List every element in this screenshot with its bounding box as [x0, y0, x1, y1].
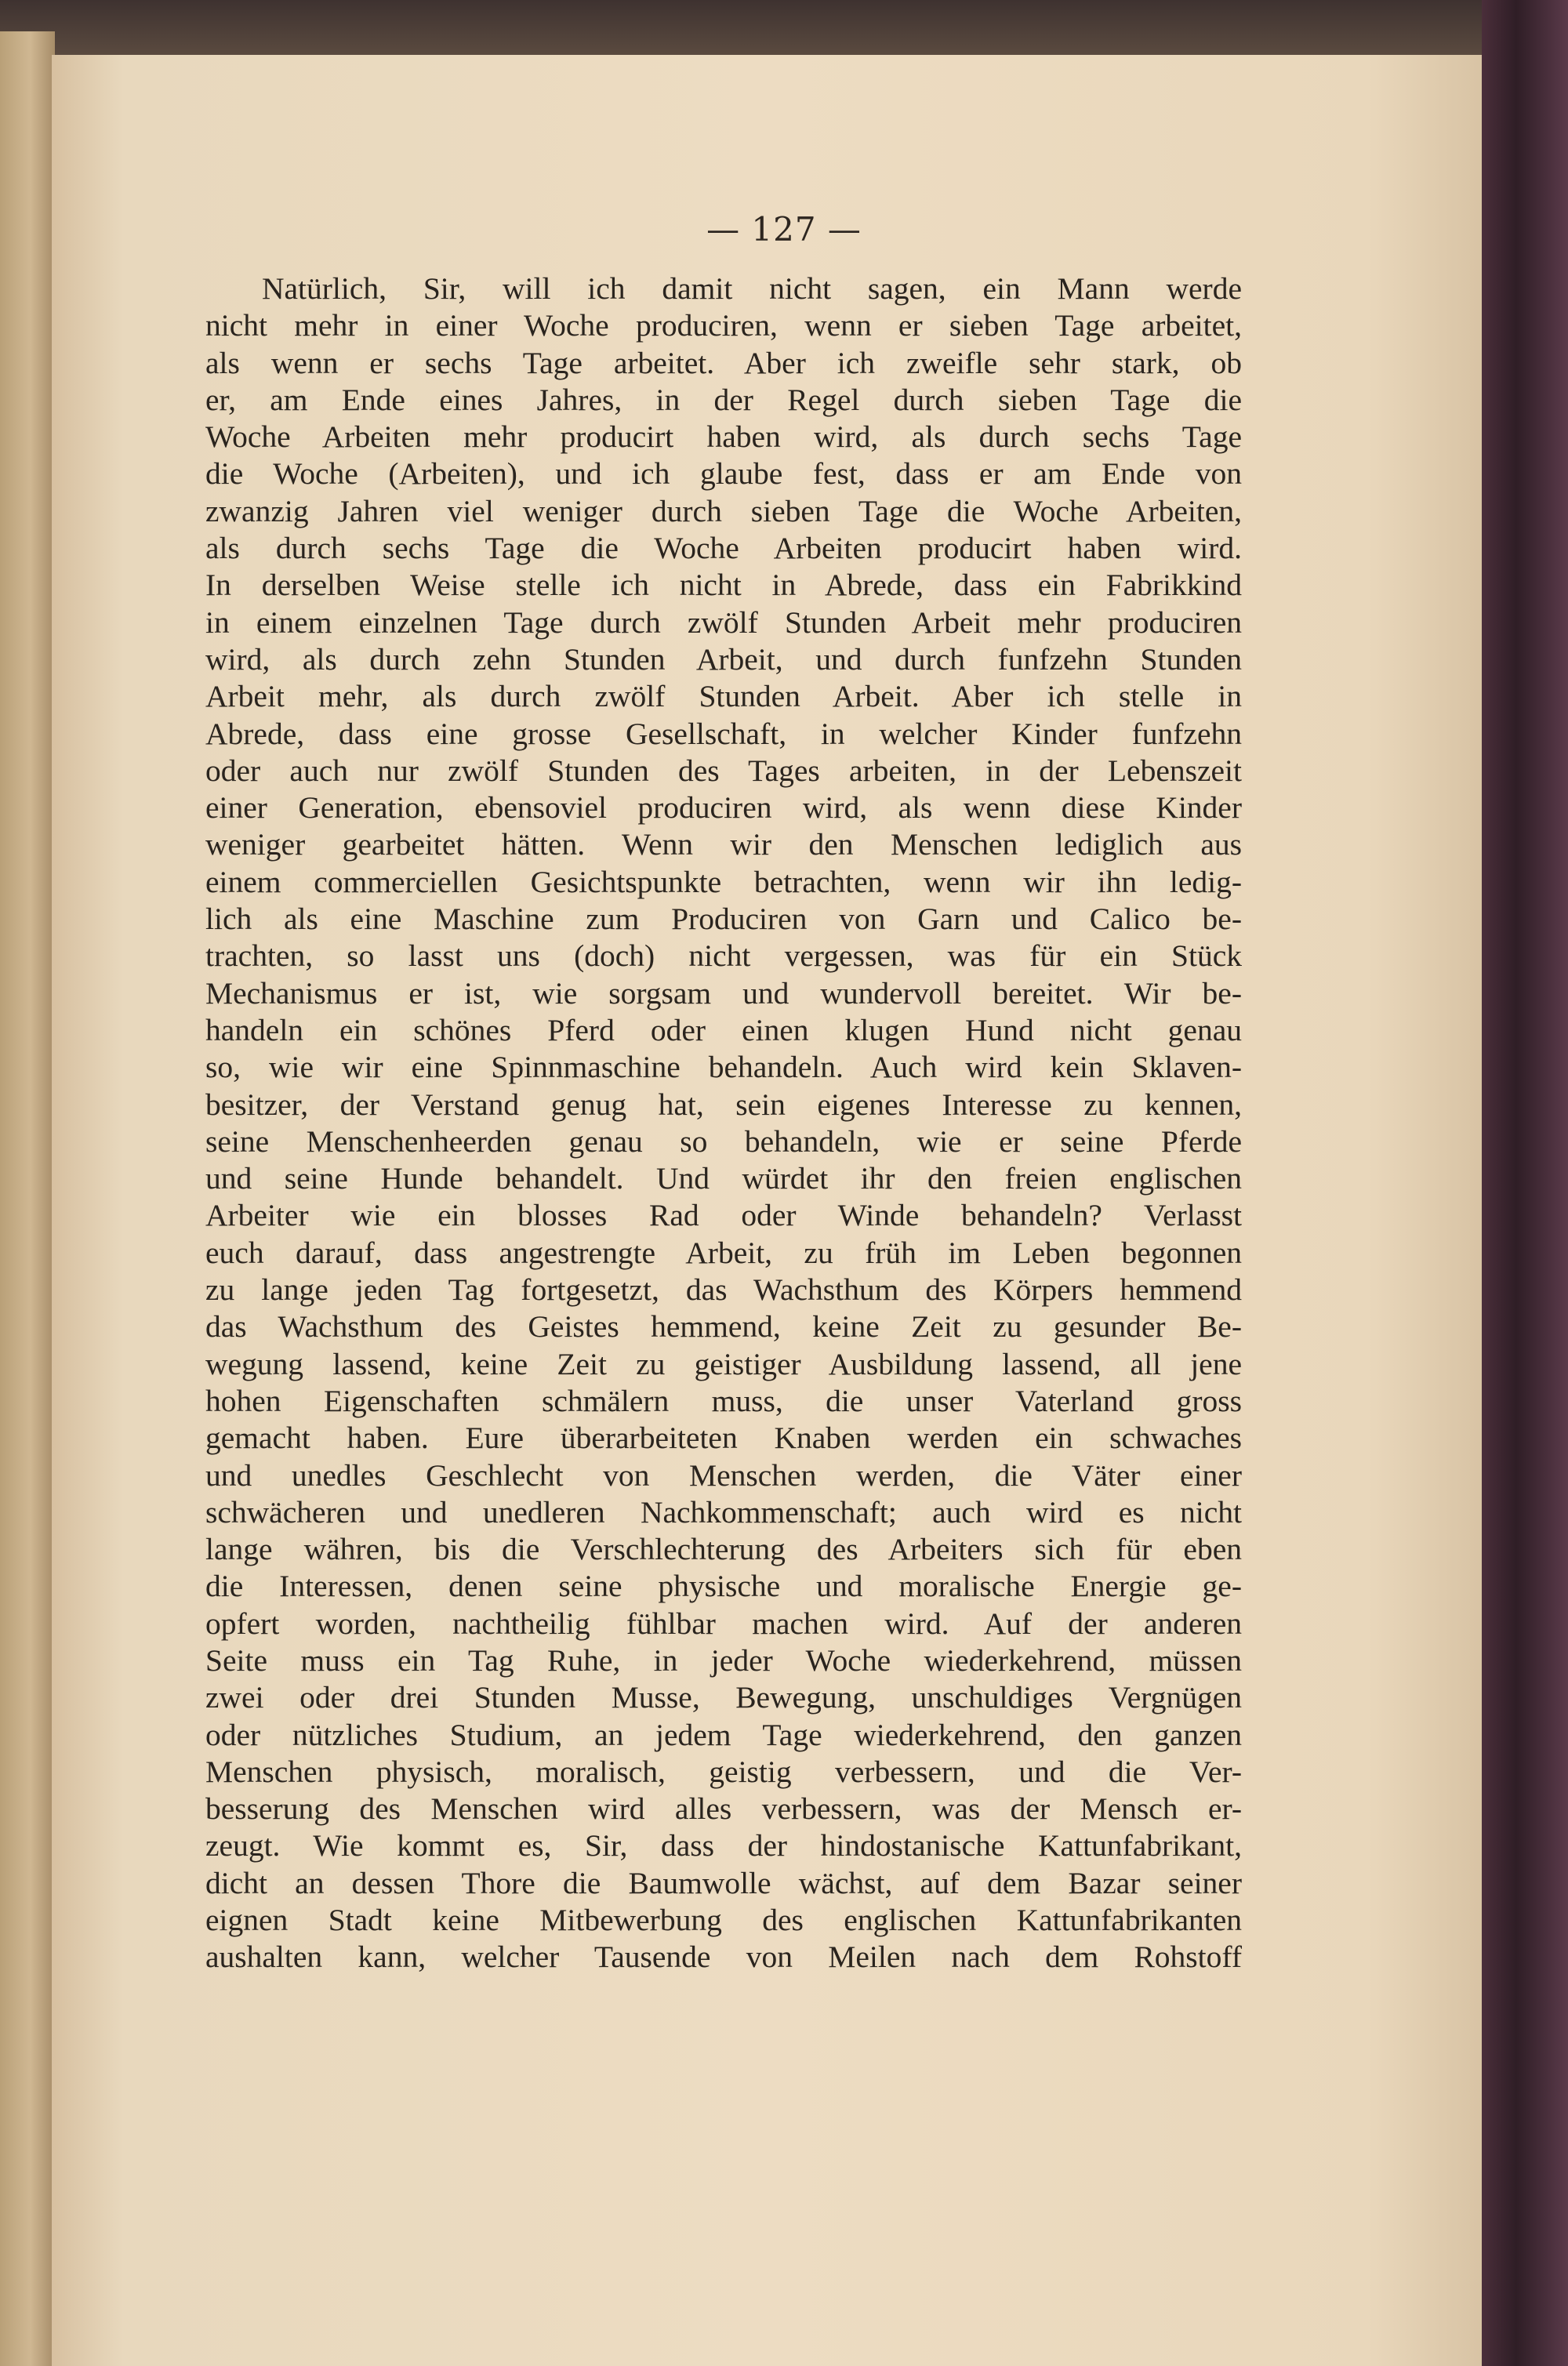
- text-line: opfert worden, nachtheilig fühlbar machen wird. Auf der anderen: [205, 1606, 1242, 1641]
- text-line: Abrede, dass eine grosse Gesellschaft, in welcher Kinder funfzehn: [205, 716, 1242, 751]
- text-line: und seine Hunde behandelt. Und würdet ihr den freien englischen: [205, 1161, 1242, 1196]
- text-line: schwächeren und unedleren Nachkommenschaft; auch wird es nicht: [205, 1494, 1242, 1530]
- text-line: zwei oder drei Stunden Musse, Bewegung, unschuldiges Vergnügen: [205, 1680, 1242, 1715]
- text-line: euch darauf, dass angestrengte Arbeit, zu früh im Leben begonnen: [205, 1235, 1242, 1270]
- text-line: besserung des Menschen wird alles verbessern, was der Mensch er-: [205, 1791, 1242, 1827]
- text-line: als wenn er sechs Tage arbeitet. Aber ich zweifle sehr stark, ob: [205, 345, 1242, 380]
- text-line: besitzer, der Verstand genug hat, sein eigenes Interesse zu kennen,: [205, 1087, 1242, 1122]
- text-line: er, am Ende eines Jahres, in der Regel durch sieben Tage die: [205, 382, 1242, 417]
- text-line: trachten, so lasst uns (doch) nicht vergessen, was für ein Stück: [205, 938, 1242, 974]
- facing-page-edge: [0, 31, 55, 2366]
- text-line: das Wachsthum des Geistes hemmend, keine Zeit zu gesunder Be-: [205, 1309, 1242, 1344]
- text-line: handeln ein schönes Pferd oder einen klugen Hund nicht genau: [205, 1012, 1242, 1047]
- text-line: Arbeit mehr, als durch zwölf Stunden Arbeit. Aber ich stelle in: [205, 679, 1242, 714]
- text-line: Arbeiter wie ein blosses Rad oder Winde behandeln? Verlasst: [205, 1198, 1242, 1233]
- text-line: nicht mehr in einer Woche produciren, wenn er sieben Tage arbeitet,: [205, 308, 1242, 343]
- text-line: einer Generation, ebensoviel produciren wird, als wenn diese Kinder: [205, 790, 1242, 826]
- text-line: eignen Stadt keine Mitbewerbung des englischen Kattunfabrikanten: [205, 1903, 1242, 1938]
- text-line: In derselben Weise stelle ich nicht in Abrede, dass ein Fabrikkind: [205, 568, 1242, 603]
- text-line: einem commerciellen Gesichtspunkte betrachten, wenn wir ihn ledig-: [205, 864, 1242, 899]
- text-line: Seite muss ein Tag Ruhe, in jeder Woche wiederkehrend, müssen: [205, 1642, 1242, 1678]
- text-line: dicht an dessen Thore die Baumwolle wächst, auf dem Bazar seiner: [205, 1865, 1242, 1900]
- text-line: Mechanismus er ist, wie sorgsam und wundervoll bereitet. Wir be-: [205, 975, 1242, 1011]
- text-line: die Interessen, denen seine physische und moralische Energie ge-: [205, 1569, 1242, 1604]
- text-line: wird, als durch zehn Stunden Arbeit, und durch funfzehn Stunden: [205, 641, 1242, 677]
- text-line: wegung lassend, keine Zeit zu geistiger Ausbildung lassend, all jene: [205, 1346, 1242, 1381]
- text-line: zeugt. Wie kommt es, Sir, dass der hindostanische Kattunfabrikant,: [205, 1828, 1242, 1863]
- text-line: weniger gearbeitet hätten. Wenn wir den Menschen lediglich aus: [205, 827, 1242, 862]
- text-line: Natürlich, Sir, will ich damit nicht sagen, ein Mann werde: [262, 271, 1242, 306]
- text-line: lich als eine Maschine zum Produciren von Garn und Calico be-: [205, 902, 1242, 937]
- text-line: zu lange jeden Tag fortgesetzt, das Wachsthum des Körpers hemmend: [205, 1272, 1242, 1308]
- text-line: seine Menschenheerden genau so behandeln, wie er seine Pferde: [205, 1123, 1242, 1159]
- text-line: oder nützliches Studium, an jedem Tage wiederkehrend, den ganzen: [205, 1717, 1242, 1752]
- text-line: als durch sechs Tage die Woche Arbeiten producirt haben wird.: [205, 531, 1242, 566]
- text-line: lange währen, bis die Verschlechterung des Arbeiters sich für eben: [205, 1532, 1242, 1567]
- text-line: oder auch nur zwölf Stunden des Tages arbeiten, in der Lebenszeit: [205, 753, 1242, 788]
- text-line: zwanzig Jahren viel weniger durch sieben Tage die Woche Arbeiten,: [205, 493, 1242, 528]
- text-line: aushalten kann, welcher Tausende von Meilen nach dem Rohstoff: [205, 1940, 1242, 1975]
- text-line: Woche Arbeiten mehr producirt haben wird, als durch sechs Tage: [205, 419, 1242, 455]
- page-number: — 127 —: [706, 210, 862, 249]
- text-line: gemacht haben. Eure überarbeiteten Knaben werden ein schwaches: [205, 1421, 1242, 1456]
- text-line: hohen Eigenschaften schmälern muss, die unser Vaterland gross: [205, 1383, 1242, 1418]
- text-line: und unedles Geschlecht von Menschen werden, die Väter einer: [205, 1457, 1242, 1493]
- text-line: in einem einzelnen Tage durch zwölf Stunden Arbeit mehr produciren: [205, 604, 1242, 640]
- book-top-edge: [0, 0, 1568, 55]
- book-cover-edge: [1482, 0, 1568, 2366]
- text-line: Menschen physisch, moralisch, geistig verbessern, und die Ver-: [205, 1754, 1242, 1789]
- text-line: so, wie wir eine Spinnmaschine behandeln. Auch wird kein Sklaven-: [205, 1050, 1242, 1085]
- body-text: [205, 270, 1242, 1976]
- text-line: die Woche (Arbeiten), und ich glaube fest, dass er am Ende von: [205, 456, 1242, 492]
